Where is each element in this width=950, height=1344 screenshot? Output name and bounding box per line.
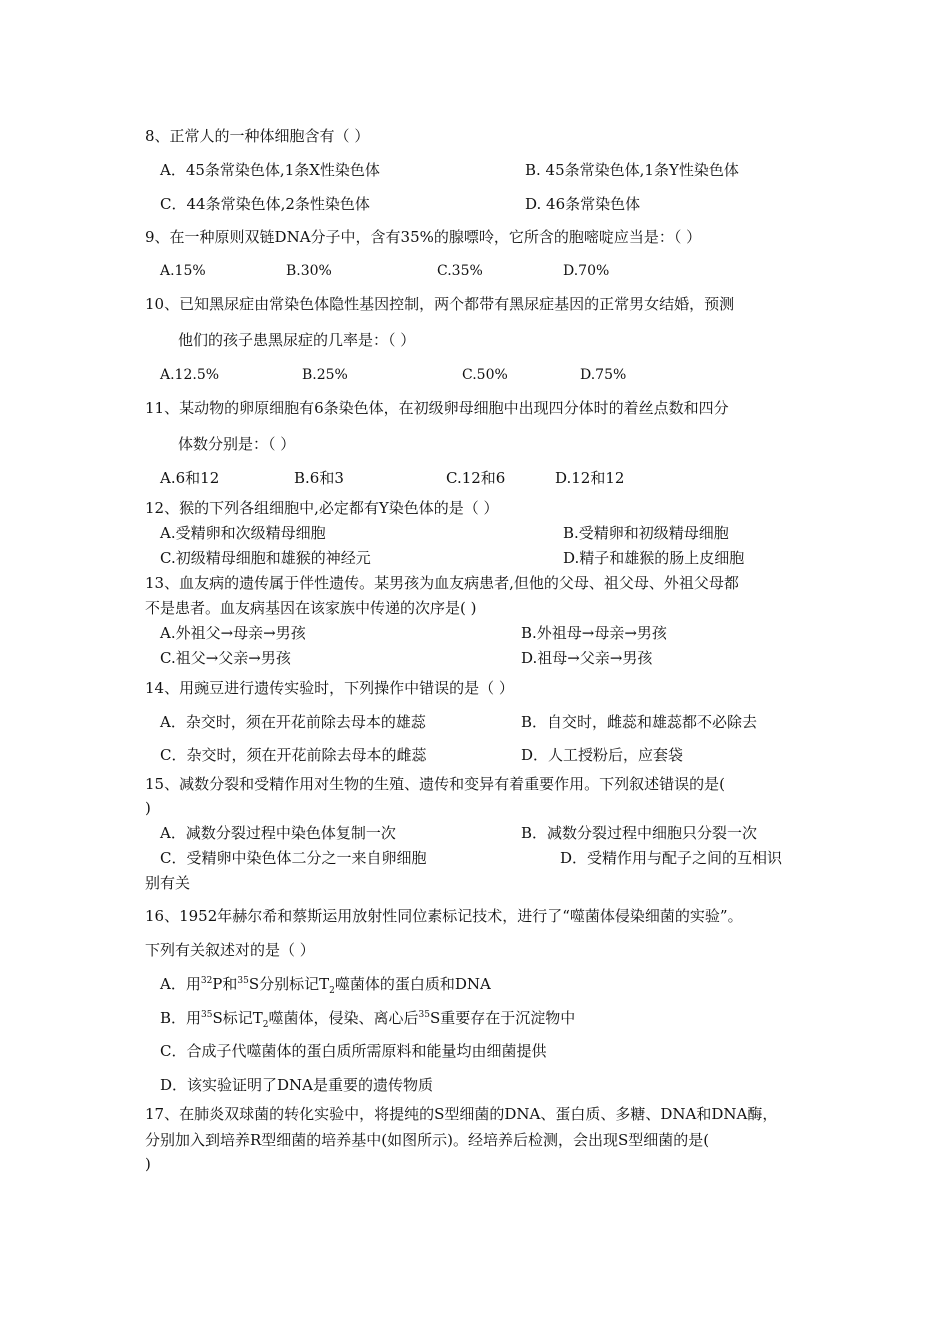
q16-b-prefix: B．用 <box>160 1009 202 1027</box>
q13-option-d: D.祖母→父亲→男孩 <box>521 649 653 667</box>
q12-option-b: B.受精卵和初级精母细胞 <box>563 524 729 542</box>
q10-stem-line1: 10、已知黑尿症由常染色体隐性基因控制，两个都带有黑尿症基因的正常男女结婚，预测 <box>145 295 735 313</box>
q8-option-d: D. 46条常染色体 <box>525 195 641 213</box>
q16-a-sup-32: 32 <box>200 976 213 986</box>
q15-option-d-line1: D．受精作用与配子之间的互相识 <box>560 849 783 867</box>
q9-option-b: B.30% <box>286 263 332 279</box>
q14-option-a: A．杂交时，须在开花前除去母本的雄蕊 <box>160 713 426 731</box>
q8-option-a: A．45条常染色体,1条X性染色体 <box>160 161 380 179</box>
q15-option-c: C．受精卵中染色体二分之一来自卵细胞 <box>160 849 427 867</box>
q17-stem-line2: 分别加入到培养R型细菌的培养基中(如图所示)。经培养后检测，会出现S型细菌的是( <box>145 1131 710 1149</box>
q13-stem-line2: 不是患者。血友病基因在该家族中传递的次序是( ) <box>145 599 477 617</box>
q10-option-a: A.12.5% <box>160 367 220 383</box>
q12-stem: 12、猴的下列各组细胞中,必定都有Y染色体的是（ ） <box>145 499 499 517</box>
q9-option-c: C.35% <box>437 263 483 279</box>
q13-option-c: C.祖父→父亲→男孩 <box>160 649 291 667</box>
q12-option-d: D.精子和雄猴的肠上皮细胞 <box>563 549 745 567</box>
q12-option-a: A.受精卵和次级精母细胞 <box>160 524 326 542</box>
q16-a-mid2: S分别标记T <box>248 975 330 993</box>
q11-option-a: A.6和12 <box>160 469 220 487</box>
q16-stem-line2: 下列有关叙述对的是（ ） <box>145 941 315 959</box>
q14-stem: 14、用豌豆进行遗传实验时，下列操作中错误的是（ ） <box>145 679 514 697</box>
q17-stem-line1: 17、在肺炎双球菌的转化实验中，将提纯的S型细菌的DNA、蛋白质、多糖、DNA和DNA酶， <box>145 1105 778 1123</box>
q8-option-b: B. 45条常染色体,1条Y性染色体 <box>525 161 739 179</box>
q11-option-b: B.6和3 <box>294 469 344 487</box>
q16-stem-line1: 16、1952年赫尔希和蔡斯运用放射性同位素标记技术，进行了“噬菌体侵染细菌的实验”。 <box>145 907 743 925</box>
q8-stem: 8、正常人的一种体细胞含有（ ） <box>145 127 370 145</box>
q16-b-sup-35a: 35 <box>201 1010 213 1020</box>
q10-option-d: D.75% <box>580 367 627 383</box>
q15-option-d-line2: 别有关 <box>145 874 191 892</box>
q11-stem-line2: 体数分别是：（ ） <box>178 435 296 453</box>
q16-b-sub-2: 2 <box>262 1020 269 1030</box>
q15-stem-line1: 15、减数分裂和受精作用对生物的生殖、遗传和变异有着重要作用。下列叙述错误的是( <box>145 775 725 793</box>
q16-b-mid2: 噬菌体，侵染、离心后 <box>268 1009 419 1027</box>
q10-stem-line2: 他们的孩子患黑尿症的几率是：（ ） <box>178 331 416 349</box>
q13-option-a: A.外祖父→母亲→男孩 <box>160 624 306 642</box>
q15-option-b: B．减数分裂过程中细胞只分裂一次 <box>521 824 758 842</box>
q16-b-sup-35b: 35 <box>418 1010 430 1020</box>
q16-option-b <box>160 1008 575 1028</box>
q11-stem-line1: 11、某动物的卵原细胞有6条染色体，在初级卵母细胞中出现四分体时的着丝点数和四分 <box>145 399 729 417</box>
q13-option-b: B.外祖母→母亲→男孩 <box>521 624 667 642</box>
q11-option-c: C.12和6 <box>446 469 506 487</box>
q16-a-mid1: P和 <box>212 975 238 993</box>
q8-option-c: C．44条常染色体,2条性染色体 <box>160 195 370 213</box>
q17-stem-line3: ) <box>145 1155 151 1173</box>
q14-option-d: D．人工授粉后，应套袋 <box>521 746 684 764</box>
q11-option-d: D.12和12 <box>555 469 625 487</box>
q10-option-c: C.50% <box>462 367 508 383</box>
q16-a-prefix: A．用 <box>160 975 201 993</box>
q15-stem-line2: ) <box>145 799 151 817</box>
q14-option-c: C．杂交时，须在开花前除去母本的雌蕊 <box>160 746 427 764</box>
q16-a-sup-35: 35 <box>237 976 249 986</box>
q14-option-b: B．自交时，雌蕊和雄蕊都不必除去 <box>521 713 758 731</box>
q9-option-d: D.70% <box>563 263 610 279</box>
q9-option-a: A.15% <box>160 263 206 279</box>
q9-stem: 9、在一种原则双链DNA分子中，含有35%的腺嘌呤，它所含的胞嘧啶应当是：（ ） <box>145 228 702 246</box>
q12-option-c: C.初级精母细胞和雄猴的神经元 <box>160 549 371 567</box>
q16-a-suffix: 噬菌体的蛋白质和DNA <box>334 975 491 993</box>
q16-b-suffix: S重要存在于沉淀物中 <box>429 1009 576 1027</box>
q10-option-b: B.25% <box>302 367 348 383</box>
q16-option-d: D．该实验证明了DNA是重要的遗传物质 <box>160 1076 434 1094</box>
q16-a-sub-2: 2 <box>329 986 335 996</box>
q16-option-c: C．合成子代噬菌体的蛋白质所需原料和能量均由细菌提供 <box>160 1042 547 1060</box>
q15-option-a: A．减数分裂过程中染色体复制一次 <box>160 824 396 842</box>
q16-option-a <box>160 974 491 994</box>
q16-b-mid1: S标记T <box>212 1009 263 1027</box>
q13-stem-line1: 13、血友病的遗传属于伴性遗传。某男孩为血友病患者,但他的父母、祖父母、外祖父母都 <box>145 574 739 592</box>
